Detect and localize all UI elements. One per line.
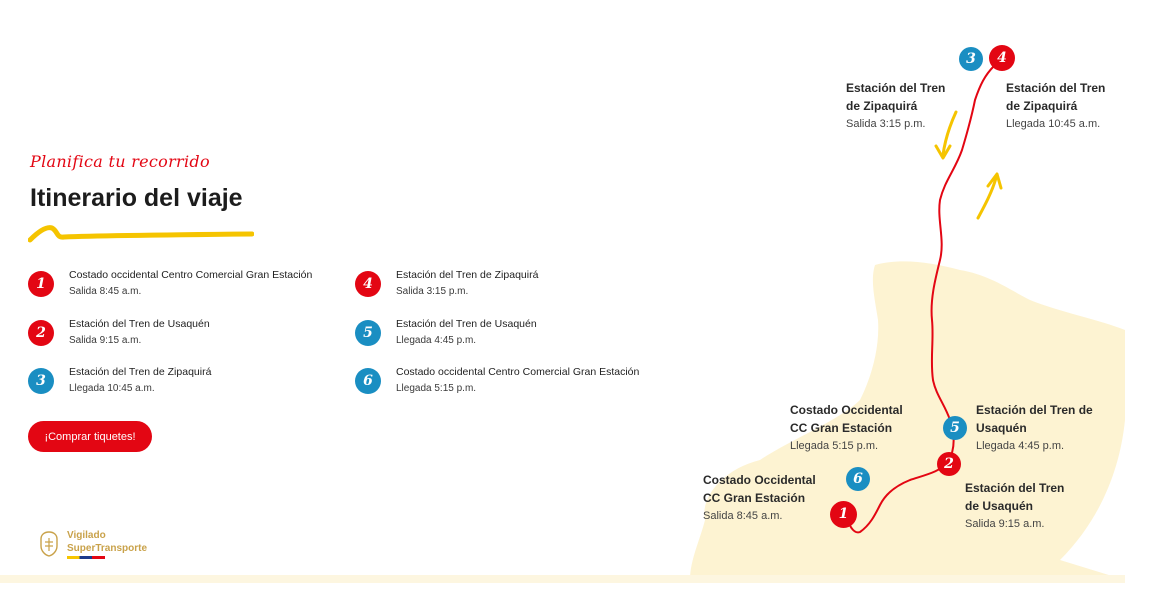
map-label-time: Salida 8:45 a.m.	[703, 510, 783, 522]
supertransporte-shield-icon	[38, 530, 60, 558]
map-label-time: Llegada 10:45 a.m.	[1006, 118, 1101, 130]
map-bottom-band	[0, 575, 1125, 583]
itinerary-stop-3	[28, 366, 348, 402]
itinerary-stop-5	[355, 318, 675, 354]
map-label-title: de Usaquén	[965, 499, 1034, 513]
stop-name: Estación del Tren de Zipaquirá	[396, 269, 539, 281]
buy-tickets-button[interactable]: ¡Comprar tiquetes!	[28, 421, 152, 452]
map-badge-5: 5	[943, 416, 967, 440]
map-label-title: Costado Occidental	[790, 403, 903, 417]
stop-name: Estación del Tren de Usaquén	[396, 318, 537, 330]
map-label-title: de Zipaquirá	[1006, 99, 1078, 113]
itinerary-stop-6	[355, 366, 675, 402]
map-label-time: Salida 3:15 p.m.	[846, 118, 926, 130]
stop-badge: 3	[28, 368, 54, 394]
map-badge-2: 2	[937, 452, 961, 476]
map-badge-6: 6	[846, 467, 870, 491]
map-label-title: Estación del Tren	[846, 81, 946, 95]
stop-time: Salida 8:45 a.m.	[69, 286, 142, 297]
stop-time: Llegada 10:45 a.m.	[69, 383, 155, 394]
map-label-title: de Zipaquirá	[846, 99, 918, 113]
stop-badge: 1	[28, 271, 54, 297]
map-label-title: Estación del Tren	[965, 481, 1065, 495]
stop-time: Salida 3:15 p.m.	[396, 286, 469, 297]
map-label-title: Costado Occidental	[703, 473, 816, 487]
map-label-title: Estación del Tren	[1006, 81, 1106, 95]
stop-time: Llegada 5:15 p.m.	[396, 383, 477, 394]
map-label-zipa-arrive	[1006, 79, 1105, 133]
map-label-time: Llegada 5:15 p.m.	[790, 440, 879, 452]
map-label-title: CC Gran Estación	[790, 421, 893, 435]
map-label-zipa-depart	[846, 79, 945, 133]
map-badge-1: 1	[830, 501, 857, 528]
itinerary-stop-1	[28, 269, 348, 305]
supertransporte-badge[interactable]	[38, 528, 178, 564]
stop-name: Estación del Tren de Usaquén	[69, 318, 210, 330]
itinerary-stop-2	[28, 318, 348, 354]
page-title: Itinerario del viaje	[30, 184, 243, 212]
stop-name: Costado occidental Centro Comercial Gran Estación	[396, 366, 640, 378]
map-label-usaquen-arrive	[976, 401, 1093, 455]
map-label-time: Salida 9:15 a.m.	[965, 518, 1045, 530]
map-label-title: CC Gran Estación	[703, 491, 806, 505]
stop-badge: 6	[355, 368, 381, 394]
title-underline-swoosh	[28, 220, 254, 246]
map-label-usaquen-depart	[965, 479, 1064, 533]
vigilado-label: Vigilado	[67, 530, 106, 541]
stop-time: Salida 9:15 a.m.	[69, 335, 142, 346]
stop-badge: 5	[355, 320, 381, 346]
stop-name: Costado occidental Centro Comercial Gran Estación	[69, 269, 313, 281]
flag-bar	[67, 556, 105, 559]
stop-badge: 4	[355, 271, 381, 297]
map-label-cc-arrive	[790, 401, 903, 455]
map-label-title: Usaquén	[976, 421, 1027, 435]
section-kicker: Planifica tu recorrido	[30, 152, 210, 171]
route-arrow-icon	[978, 178, 996, 218]
map-badge-3: 3	[959, 47, 983, 71]
map-badge-4: 4	[989, 45, 1015, 71]
map-label-title: Estación del Tren de	[976, 403, 1093, 417]
map-label-time: Llegada 4:45 p.m.	[976, 440, 1065, 452]
stop-badge: 2	[28, 320, 54, 346]
stop-name: Estación del Tren de Zipaquirá	[69, 366, 212, 378]
map-label-cc-depart	[703, 471, 816, 525]
itinerary-stop-4	[355, 269, 675, 305]
stop-time: Llegada 4:45 p.m.	[396, 335, 477, 346]
supertransporte-label: SuperTransporte	[67, 543, 148, 554]
